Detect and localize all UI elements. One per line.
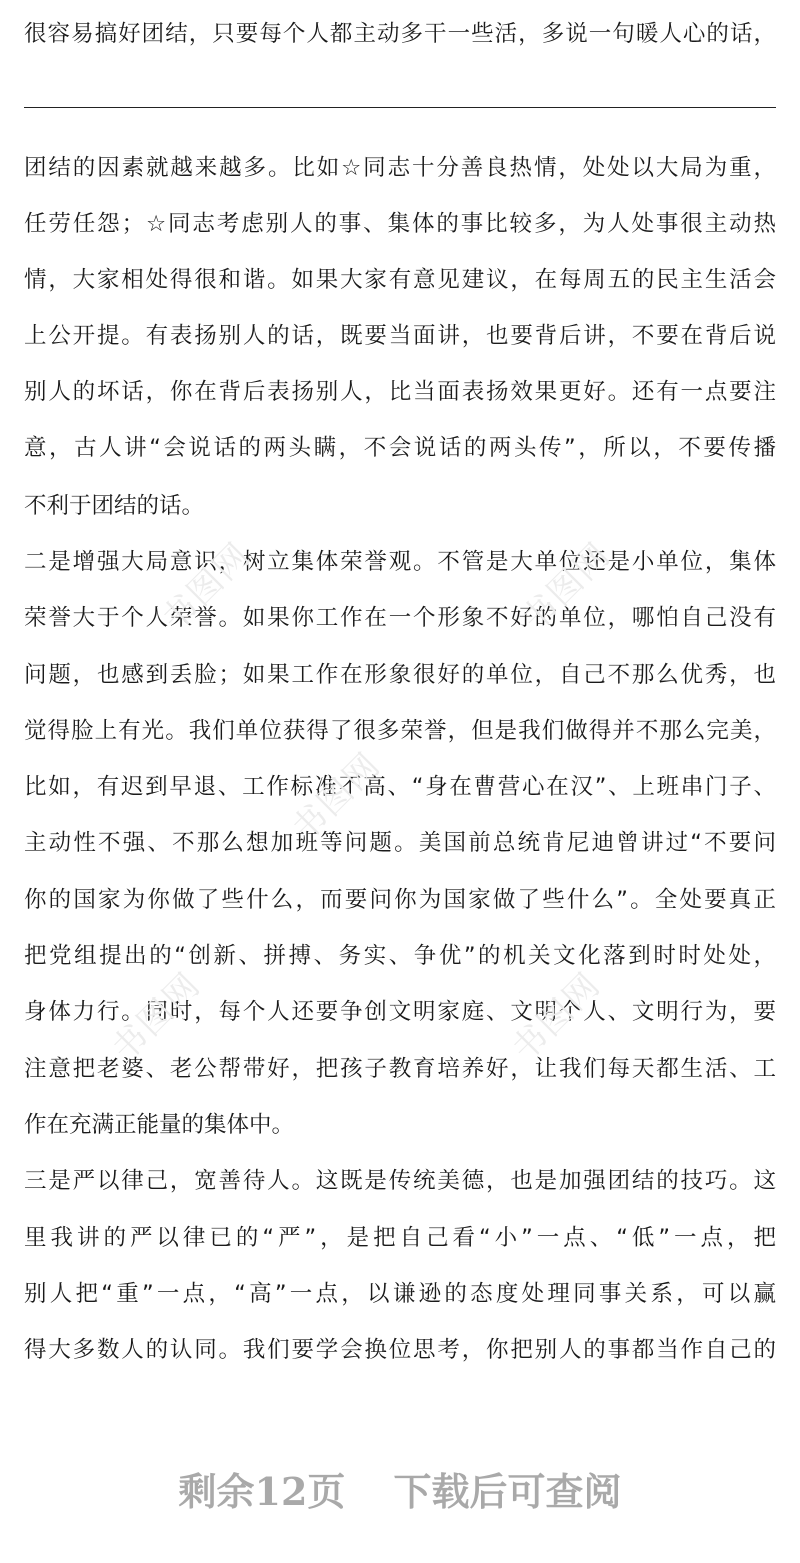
page-divider xyxy=(24,107,776,108)
text-line: 上公开提。有表扬别人的话，既要当面讲，也要背后讲，不要在背后说 xyxy=(24,323,776,349)
text-line: 注意把老婆、老公帮带好，把孩子教育培养好，让我们每天都生活、工 xyxy=(24,1056,776,1082)
text-line: 二是增强大局意识，树立集体荣誉观。不管是大单位还是小单位，集体 xyxy=(24,549,776,575)
text-line: 你的国家为你做了些什么，而要问你为国家做了些什么”。全处要真正 xyxy=(24,887,776,913)
text-line: 团结的因素就越来越多。比如☆同志十分善良热情，处处以大局为重， xyxy=(24,155,776,181)
text-line: 问题，也感到丢脸；如果工作在形象很好的单位，自己不那么优秀，也 xyxy=(24,662,776,688)
text-line: 三是严以律己，宽善待人。这既是传统美德，也是加强团结的技巧。这 xyxy=(24,1168,776,1194)
remaining-pages-label: 剩余12页 xyxy=(178,1468,346,1514)
text-line: 作在充满正能量的集体中。 xyxy=(24,1112,295,1138)
watermark-text: 书图网 xyxy=(284,744,389,850)
text-line: 意，古人讲“会说话的两头瞒，不会说话的两头传”，所以，不要传播 xyxy=(24,435,776,461)
watermark-text: 书图网 xyxy=(154,534,259,640)
text-line: 主动性不强、不那么想加班等问题。美国前总统肯尼迪曾讲过“不要问 xyxy=(24,830,776,856)
text-line: 得大多数人的认同。我们要学会换位思考，你把别人的事都当作自己的 xyxy=(24,1337,776,1363)
text-line: 情，大家相处得很和谐。如果大家有意见建议，在每周五的民主生活会 xyxy=(24,267,776,293)
download-prompt[interactable] xyxy=(0,1458,800,1518)
text-line: 荣誉大于个人荣誉。如果你工作在一个形象不好的单位，哪怕自己没有 xyxy=(24,605,776,631)
text-line: 身体力行。同时，每个人还要争创文明家庭、文明个人、文明行为，要 xyxy=(24,999,776,1025)
download-hint-label: 下载后可查阅 xyxy=(393,1468,622,1514)
text-line: 觉得脸上有光。我们单位获得了很多荣誉，但是我们做得并不那么完美， xyxy=(24,718,776,744)
text-line: 不利于团结的话。 xyxy=(24,493,205,519)
text-line: 把党组提出的“创新、拼搏、务实、争优”的机关文化落到时时处处， xyxy=(24,943,776,969)
text-line: 别人把“重”一点，“高”一点，以谦逊的态度处理同事关系，可以赢 xyxy=(24,1281,776,1307)
text-line: 任劳任怨；☆同志考虑别人的事、集体的事比较多，为人处事很主动热 xyxy=(24,211,776,237)
text-line: 比如，有迟到早退、工作标准不高、“身在曹营心在汉”、上班串门子、 xyxy=(24,774,776,800)
watermark-text: 书图网 xyxy=(514,534,619,640)
watermark-text: 书图网 xyxy=(504,964,609,1070)
text-line: 别人的坏话，你在背后表扬别人，比当面表扬效果更好。还有一点要注 xyxy=(24,379,776,405)
text-line: 里我讲的严以律已的“严”，是把自己看“小”一点、“低”一点，把 xyxy=(24,1225,776,1251)
text-line: 很容易搞好团结，只要每个人都主动多干一些活，多说一句暖人心的话， xyxy=(24,21,776,47)
watermark-text: 书图网 xyxy=(104,964,209,1070)
